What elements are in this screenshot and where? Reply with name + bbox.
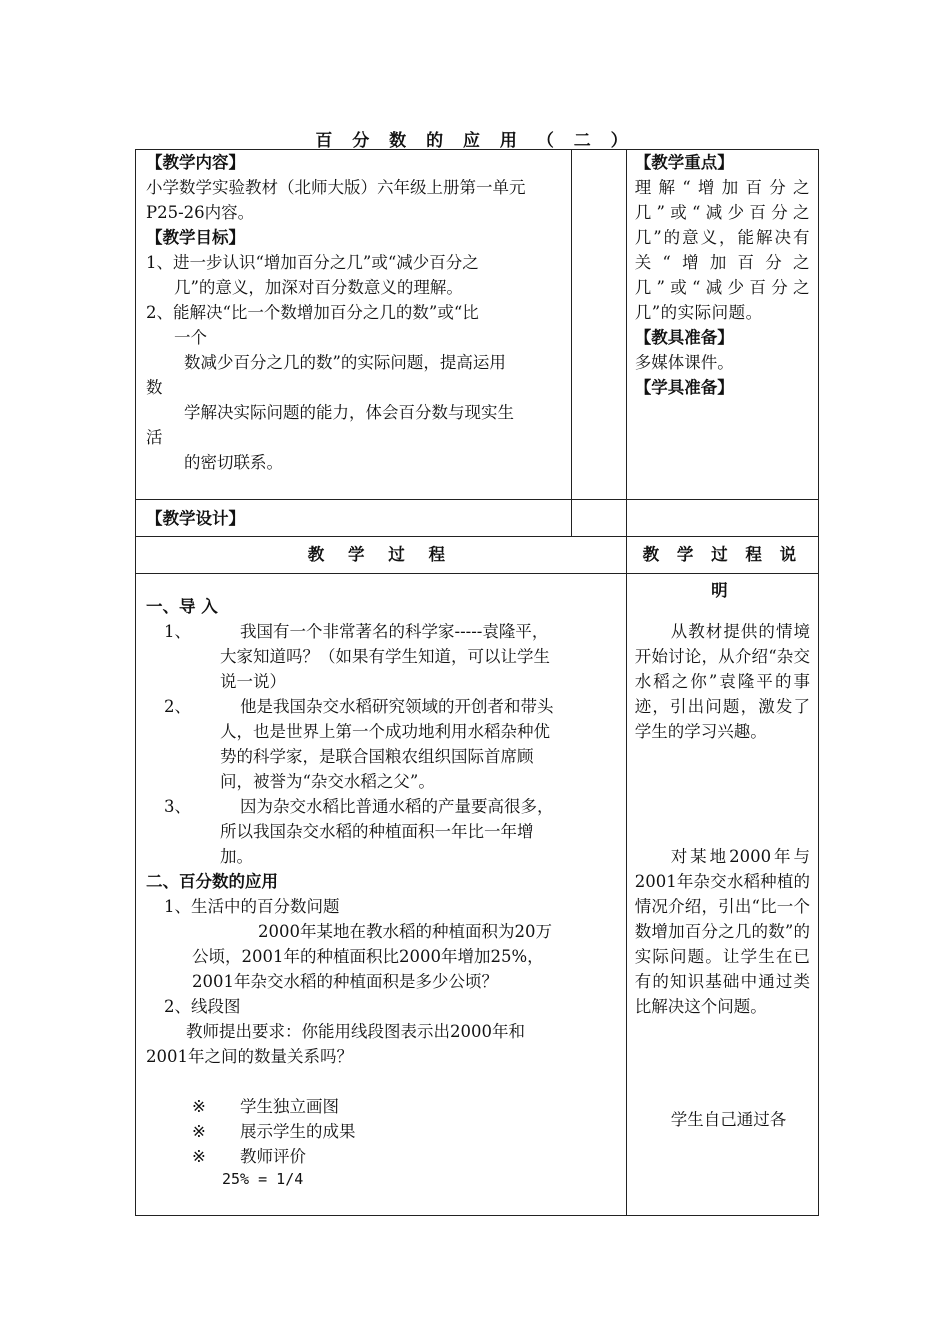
section2-heading: 二、百分数的应用 bbox=[146, 872, 278, 891]
blank-cell bbox=[571, 150, 626, 500]
notes-cell bbox=[626, 574, 818, 1216]
content-goals-cell bbox=[136, 150, 572, 500]
notes-header: 教 学 过 程 说 明 bbox=[642, 545, 803, 600]
tools-header: 【教具准备】 bbox=[634, 328, 734, 347]
step-item: ※ 学生独立画图 bbox=[192, 1097, 339, 1116]
intro-item-3: 3、 因为杂交水稻比普通水稻的产量要高很多，所以我国杂交水稻的种植面积一年比一年增加。 bbox=[164, 797, 554, 866]
process-body-row bbox=[136, 574, 819, 1216]
content-text: 小学数学实验教材（北师大版）六年级上册第一单元P25-26内容。 bbox=[146, 178, 526, 222]
problem-text: 2000年某地在教水稻的种植面积为20万公顷，2001年的种植面积比2000年增加25%，2001年杂交水稻的种植面积是多少公顷？ bbox=[192, 922, 552, 991]
teacher-request: 教师提出要求：你能用线段图表示出2000年和2001年之间的数量关系吗？ bbox=[146, 1022, 525, 1066]
process-cell bbox=[136, 574, 627, 1216]
overview-row bbox=[136, 150, 819, 500]
process-header: 教 学 过 程 bbox=[307, 545, 454, 564]
formula: 25% = 1/4 bbox=[222, 1170, 304, 1188]
design-row bbox=[136, 500, 819, 537]
note-1: 从教材提供的情境开始讨论，从介绍“杂交水稻之你”袁隆平的事迹，引出问题，激发了学生的学习兴趣。 bbox=[634, 622, 810, 741]
section1-heading: 一、导 入 bbox=[146, 597, 218, 616]
student-tools-header: 【学具准备】 bbox=[634, 378, 734, 397]
intro-item-1: 1、 我国有一个非常著名的科学家-----袁隆平，大家知道吗？（如果有学生知道，可以让学生说一说） bbox=[164, 622, 550, 691]
step-item: ※ 教师评价 bbox=[192, 1147, 306, 1166]
key-points-cell bbox=[626, 150, 818, 500]
step-item: ※ 展示学生的成果 bbox=[192, 1122, 356, 1141]
goals-header: 【教学目标】 bbox=[146, 228, 245, 247]
key-header: 【教学重点】 bbox=[634, 153, 734, 172]
page-title: 百 分 数 的 应 用 （ 二 ） bbox=[315, 131, 635, 151]
sub-heading-2: 2、线段图 bbox=[164, 997, 241, 1016]
note-3: 学生自己通过各 bbox=[670, 1110, 787, 1129]
lesson-table bbox=[135, 149, 819, 1216]
sub-heading-1: 1、生活中的百分数问题 bbox=[164, 897, 340, 916]
tools-text: 多媒体课件。 bbox=[634, 353, 734, 372]
intro-item-2: 2、 他是我国杂交水稻研究领域的开创者和带头人，也是世界上第一个成功地利用水稻杂种优势的科学家，是联合国粮农组织国际首席顾问，被誉为“杂交水稻之父”。 bbox=[164, 697, 554, 791]
content-header: 【教学内容】 bbox=[146, 153, 245, 172]
note-2: 对某地2000年与2001年杂交水稻种植的情况介绍，引出“比一个数增加百分之几的数”的实际问题。让学生在已有的知识基础中通过类比解决这个问题。 bbox=[634, 847, 810, 1016]
goal-item-2: 2、 能解决“比一个数增加百分之几的数”或“比 一个 数减少百分之几的数”的实际问题，提高运用 数 学解决实际问题的能力，体会百分数与现实生 活 的密切联系。 bbox=[146, 303, 514, 472]
goal-item-1: 1、 进一步认识“增加百分之几”或“减少百分之 几”的意义，加深对百分数意义的理解。 bbox=[146, 253, 479, 297]
design-header: 【教学设计】 bbox=[146, 509, 245, 528]
process-header-row bbox=[136, 537, 819, 574]
key-text: 理解“增加百分之几”或“减少百分之几”的意义，能解决有关“增加百分之几”或“减少百分之几”的实际问题。 bbox=[634, 178, 810, 322]
